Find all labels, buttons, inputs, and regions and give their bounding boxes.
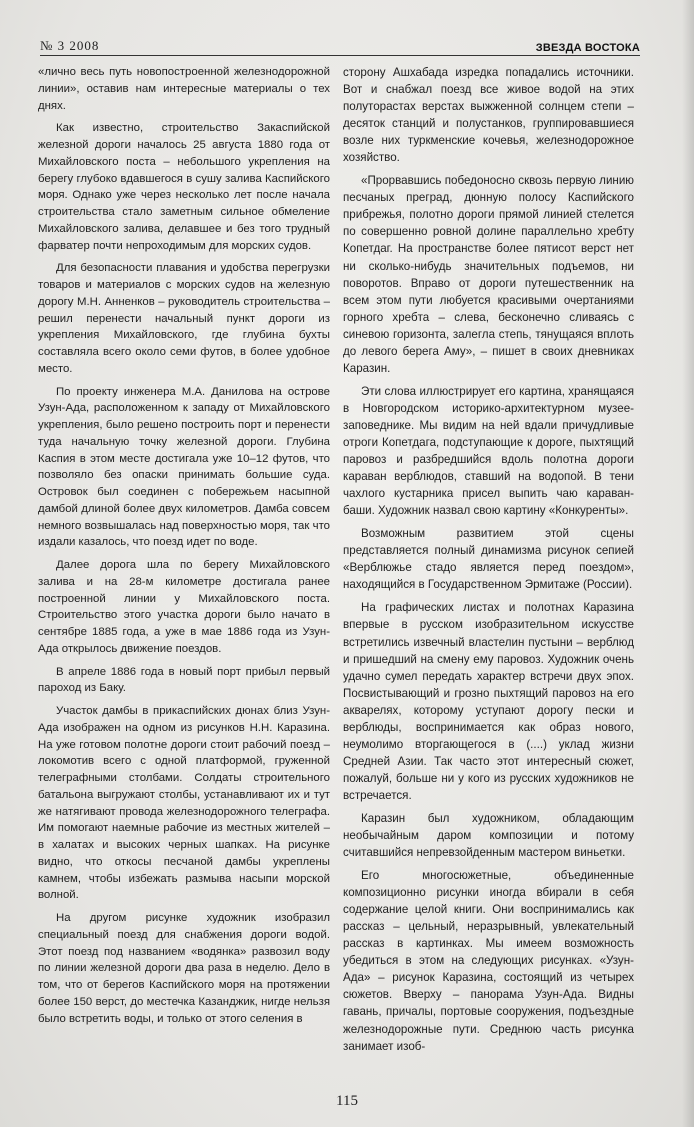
paragraph: Как известно, строительство Закаспийской железной дороги началось 25 августа 1880 года от Михайловского поста – небольшого укрепления на берегу глубоко вдавшегося в сушу залива Каспийского моря. Однако уже через несколько лет после начала строительства стало заметным сильное обмеление Михайловского залива, делавшее и без того трудный фарватер почти непроходимым для морских судов. — [38, 122, 330, 252]
paragraph: «лично весь путь новопостроенной железнодорожной линии», оставив нам интересные материалы о тех днях. — [38, 66, 330, 112]
paragraph: На графических листах и полотнах Каразина впервые в русском изобразительном искусстве встретились извечный властелин пустыни – верблюд и пришедший на смену ему паровоз. Художник очень удачно сумел передать характер встречи двух эпох. Посвистывающий и грозно пыхтящий паровоз на его акварелях, которому уступают дорогу пески и верблюды, воспринимается как образ нового, неумолимо вторгающегося в (....) уклад жизни Средней Азии. Так часто этот интересный сюжет, пожалуй, больше ни у кого из русских художников не встречается. — [343, 601, 634, 802]
page-edge-shadow — [682, 0, 694, 1127]
magazine-title: ЗВЕЗДА ВОСТОКА — [535, 42, 640, 54]
paragraph: «Прорвавшись победоносно сквозь первую линию песчаных преград, дюнную полосу Каспийского прибрежья, полотно дороги прямой линией стелется по совершенно ровной долине параллельно хребту Копетдаг. На пространстве более пятисот верст нет ни сколько-нибудь значительных подъемов, ни поворотов. Вправо от дороги путешественник на всем этом пути любуется красивыми очертаниями горного хребта – слева, бесконечно сливаясь с синевою горизонта, залегла степь, тянущаяся вплоть до левого берега Аму», – пишет в своих дневниках Каразин. — [343, 174, 634, 375]
running-header — [40, 36, 640, 54]
paragraph: На другом рисунке художник изобразил специальный поезд для снабжения дороги водой. Этот поезд под названием «водянка» развозил воду по линии железной дороги два раза в неделю. Дело в том, что от берегов Каспийского моря на протяжении более 150 верст, до местечка Казанджик, нигде нельзя было встретить воды, и только от этого селения в — [38, 912, 330, 1025]
paragraph: По проекту инженера М.А. Данилова на острове Узун-Ада, расположенном к западу от Михайловского укрепления, было решено построить порт и перенести туда начальную точку железной дороги. Глубина Каспия в этом месте достигала уже 10–12 футов, что позволяло без опаски принимать большие суда. Островок был соединен с побережьем насыпной дамбой длиной более двух километров. Дамба совсем немного возвышалась над поверхностью моря, так что издали казалось, что поезд идет по воде. — [38, 385, 330, 549]
paragraph: Для безопасности плавания и удобства перегрузки товаров и материалов с морских судов на железную дорогу М.Н. Анненков – руководитель строительства – решил перенести начальный пункт дороги из укрепления Михайловского, где глубина бухты составляла всего около семи футов, в более удобное место. — [38, 262, 330, 375]
paragraph: Каразин был художником, обладающим необычайным даром композиции и потому считавшийся непревзойденным мастером виньетки. — [343, 811, 634, 860]
paragraph: В апреле 1886 года в новый порт прибыл первый пароход из Баку. — [38, 665, 330, 695]
paragraph: Эти слова иллюстрирует его картина, хранящаяся в Новгородском историко-архитектурном музее-заповеднике. Мы видим на ней вдали причудливые отроги Копетдага, подступающие к дороге, пыхтящий паровоз и разбредшийся вдоль полотна дороги караван верблюдов, ставший на водопой. В тени чахлого кустарника присел выпить чаю караван-баши. Художник назвал свою картину «Конкуренты». — [343, 384, 634, 518]
paragraph: Участок дамбы в прикаспийских дюнах близ Узун-Ада изображен на одном из рисунков Н.Н. Каразина. На уже готовом полотне дороги стоит рабочий поезд – локомотив всего с одной платформой, груженной телеграфными столбами. Солдаты строительного батальона выгружают столбы, устанавливают их и тут же натягивают провода железнодорожного телеграфа. Им помогают наемные рабочие из местных жителей – в халатах и высоких черных шапках. На рисунке видно, что откосы песчаной дамбы укреплены камнем, чтобы избежать размыва насыпи морской волной. — [38, 705, 330, 902]
header-rule — [40, 55, 640, 56]
paragraph: сторону Ашхабада изредка попадались источники. Вот и снабжал поезд все живое водой на этих полуторастах верстах выжженной солнцем степи – десяток станций и полустанков, группировавшиеся возле них туркменские кочевья, железнодорожное хозяйство. — [343, 66, 634, 165]
page-number: 115 — [336, 1093, 358, 1109]
right-column — [343, 64, 634, 1061]
left-column — [38, 64, 330, 1033]
issue-number: № 3 2008 — [40, 38, 100, 53]
paragraph: Далее дорога шла по берегу Михайловского залива и на 28-м километре достигала ранее построенной линии у Михайловского поста. Строительство этого участка дороги было начато в сентябре 1885 года, а уже в мае 1886 года из Узун-Ада открылось движение поездов. — [38, 559, 330, 655]
paragraph: Возможным развитием этой сцены представляется полный динамизма рисунок сепией «Верблюжье стадо является перед поездом», находящийся в Государственном Эрмитаже (России). — [343, 527, 634, 592]
paragraph: Его многосюжетные, объединенные композиционно рисунки иногда вбирали в себя содержание целой книги. Они воспринимались как рассказ – цельный, неразрывный, увлекательный рассказ в картинках. Мы имеем возможность убедиться в этом на следующих рисунках. «Узун-Ада» – рисунок Каразина, состоящий из четырех сюжетов. Вверху – панорама Узун-Ада. Видны гавань, причалы, портовые сооружения, подъездные железнодорожные пути. Среднюю часть рисунка занимает изоб- — [343, 869, 634, 1053]
